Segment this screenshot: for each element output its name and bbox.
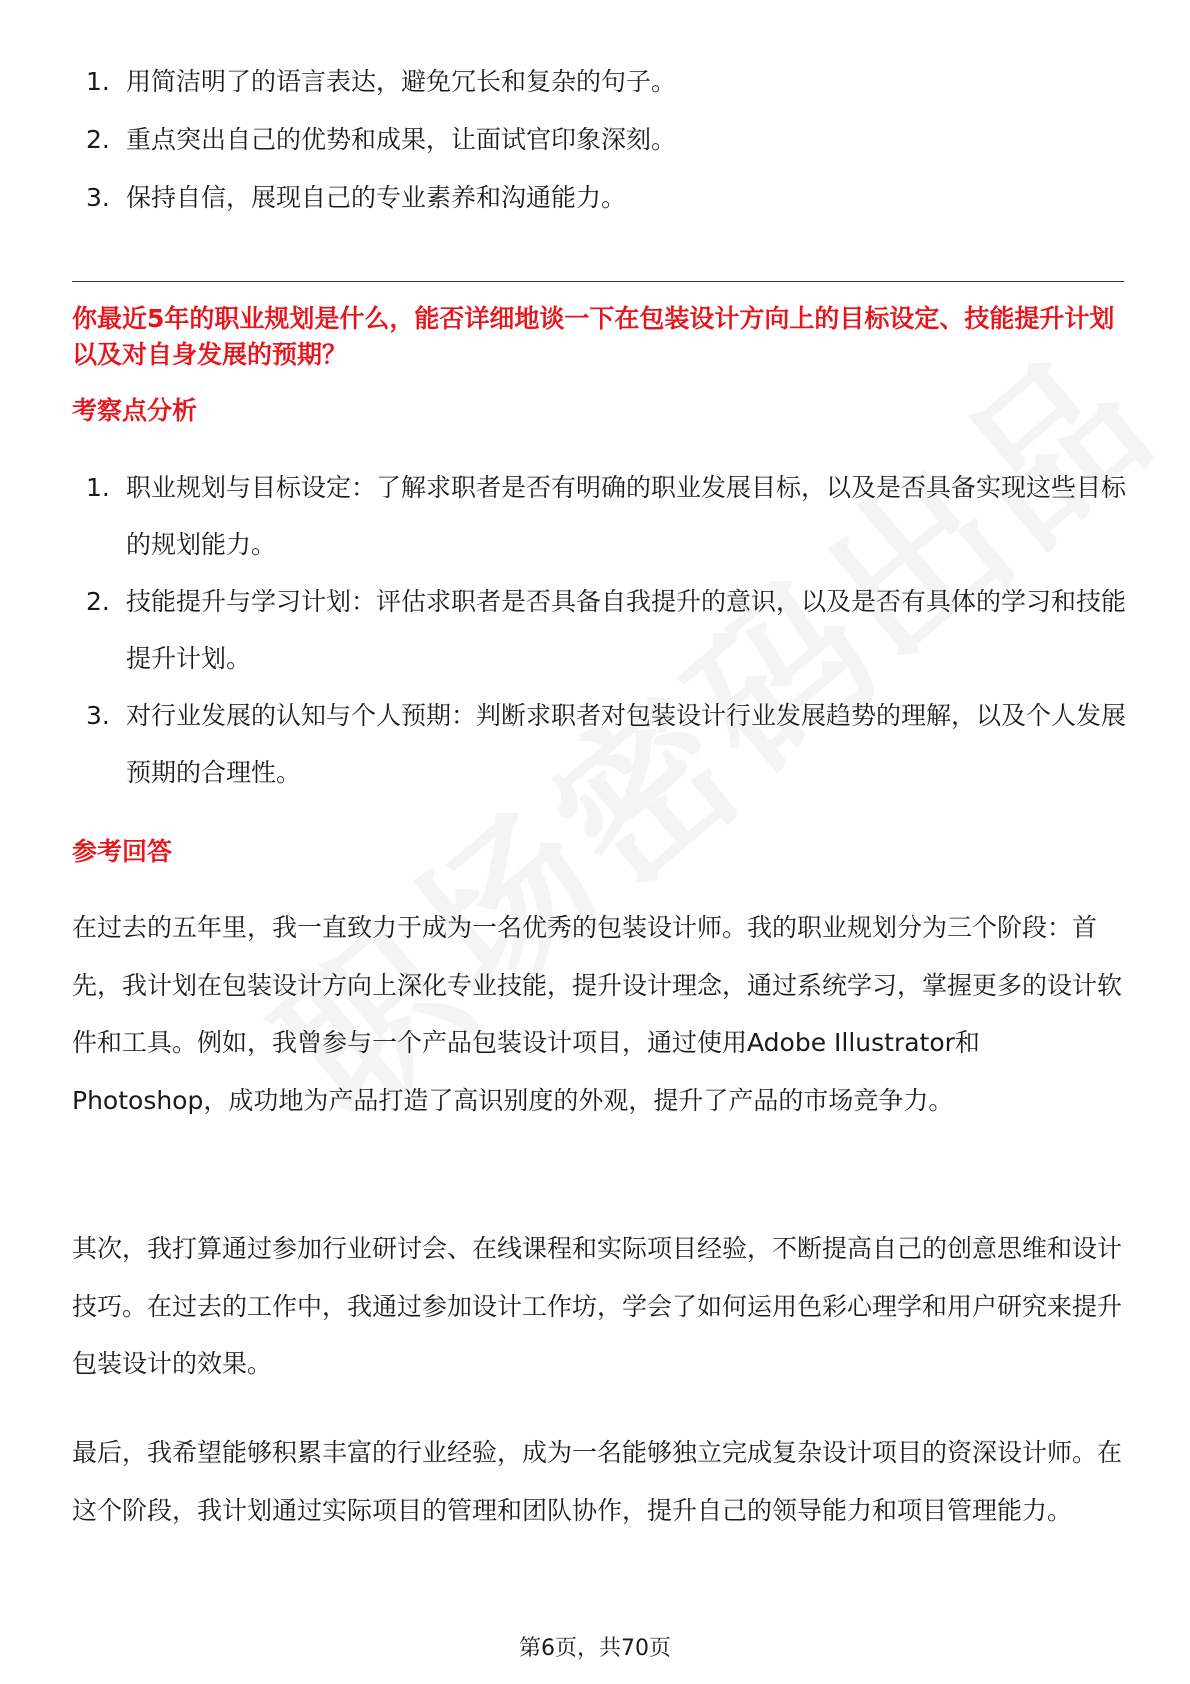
list-text: 技能提升与学习计划：评估求职者是否具备自我提升的意识，以及是否有具体的学习和技能提升计划。 — [126, 587, 1127, 673]
analysis-list — [72, 459, 1132, 801]
list-number: 3. — [86, 183, 110, 212]
analysis-heading: 考察点分析 — [72, 396, 198, 425]
answer-paragraph: 最后，我希望能够积累丰富的行业经验，成为一名能够独立完成复杂设计项目的资深设计师。在这个阶段，我计划通过实际项目的管理和团队协作，提升自己的领导能力和项目管理能力。 — [72, 1438, 1123, 1525]
list-item — [72, 169, 1122, 227]
list-text: 重点突出自己的优势和成果，让面试官印象深刻。 — [126, 125, 677, 154]
list-text: 用简洁明了的语言表达，避免冗长和复杂的句子。 — [126, 67, 677, 96]
list-text: 保持自信，展现自己的专业素养和沟通能力。 — [126, 183, 627, 212]
answer-heading: 参考回答 — [72, 837, 173, 866]
list-item — [72, 459, 1132, 573]
page-footer: 第6页，共70页 — [519, 1636, 671, 1661]
list-item — [72, 53, 1122, 111]
list-number: 1. — [86, 67, 110, 96]
answer-paragraph: 在过去的五年里，我一直致力于成为一名优秀的包装设计师。我的职业规划分为三个阶段：首先，我计划在包装设计方向上深化专业技能，提升设计理念，通过系统学习，掌握更多的设计软件和工具。例如，我曾参与一个产品包装设计项目，通过使用Adobe Illustrator和Photoshop，成功地为产品打造了高识别度的外观，提升了产品的市场竞争力。 — [72, 913, 1123, 1115]
list-item — [72, 573, 1132, 687]
list-number: 2. — [86, 587, 110, 616]
section-divider — [72, 281, 1124, 282]
list-text: 对行业发展的认知与个人预期：判断求职者对包装设计行业发展趋势的理解，以及个人发展预期的合理性。 — [126, 701, 1127, 787]
list-number: 2. — [86, 125, 110, 154]
list-item — [72, 687, 1132, 801]
list-number: 1. — [86, 473, 110, 502]
tips-list — [72, 53, 1122, 227]
list-number: 3. — [86, 701, 110, 730]
answer-paragraph: 其次，我打算通过参加行业研讨会、在线课程和实际项目经验，不断提高自己的创意思维和设计技巧。在过去的工作中，我通过参加设计工作坊，学会了如何运用色彩心理学和用户研究来提升包装设计的效果。 — [72, 1234, 1123, 1378]
list-item — [72, 111, 1122, 169]
list-text: 职业规划与目标设定：了解求职者是否有明确的职业发展目标，以及是否具备实现这些目标的规划能力。 — [126, 473, 1127, 559]
question-heading: 你最近5年的职业规划是什么，能否详细地谈一下在包装设计方向上的目标设定、技能提升计划以及对自身发展的预期？ — [72, 304, 1115, 369]
